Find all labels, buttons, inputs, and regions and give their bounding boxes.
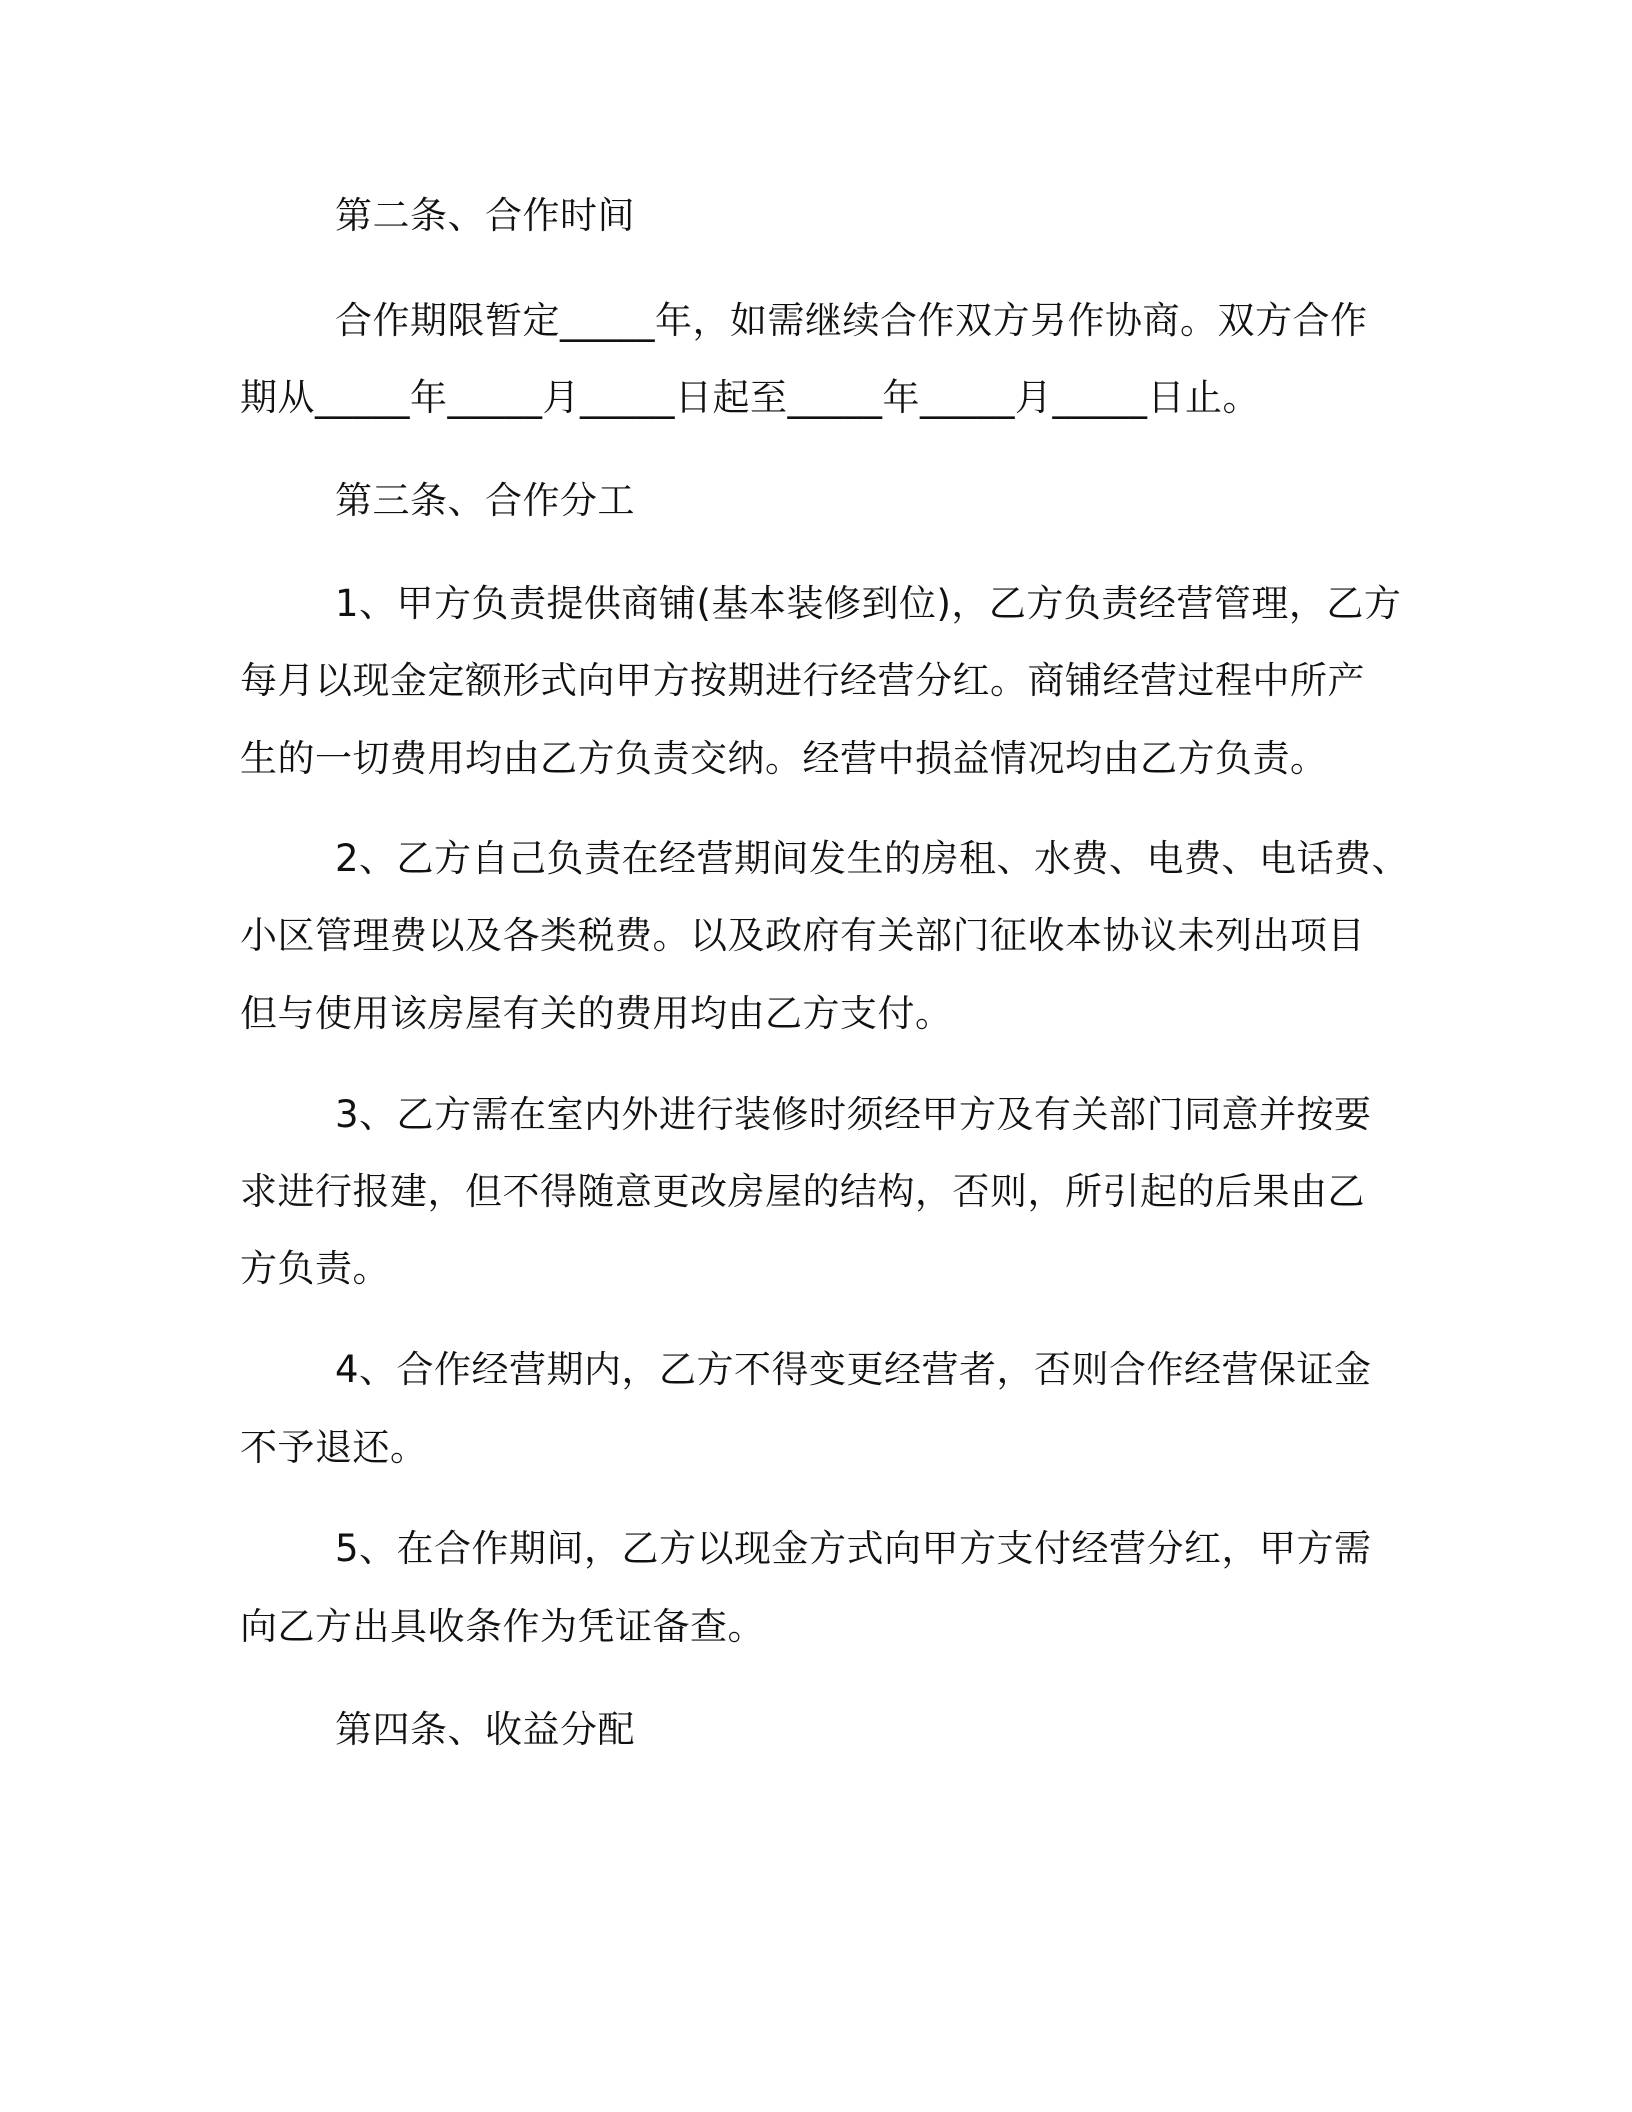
section-2-paragraph-line-2: 期从_____年_____月_____日起至_____年_____月_____日止。 — [240, 376, 1260, 419]
item-5-line-2: 向乙方出具收条作为凭证备查。 — [240, 1605, 765, 1648]
section-2-heading: 第二条、合作时间 — [335, 194, 635, 237]
section-2-paragraph-line-1: 合作期限暂定_____年，如需继续合作双方另作协商。双方合作 — [335, 299, 1368, 342]
item-4-line-1: 4、合作经营期内，乙方不得变更经营者，否则合作经营保证金 — [335, 1348, 1372, 1391]
item-2-line-3: 但与使用该房屋有关的费用均由乙方支付。 — [240, 992, 953, 1035]
item-4-line-2: 不予退还。 — [240, 1426, 428, 1469]
section-4-heading: 第四条、收益分配 — [335, 1708, 635, 1751]
item-1-line-3: 生的一切费用均由乙方负责交纳。经营中损益情况均由乙方负责。 — [240, 737, 1328, 780]
item-3-line-2: 求进行报建，但不得随意更改房屋的结构，否则，所引起的后果由乙 — [240, 1170, 1365, 1213]
item-1-line-1: 1、甲方负责提供商铺(基本装修到位)，乙方负责经营管理，乙方 — [335, 582, 1402, 625]
item-5-line-1: 5、在合作期间，乙方以现金方式向甲方支付经营分红，甲方需 — [335, 1527, 1372, 1570]
item-1-line-2: 每月以现金定额形式向甲方按期进行经营分红。商铺经营过程中所产 — [240, 659, 1365, 702]
item-2-line-1: 2、乙方自己负责在经营期间发生的房租、水费、电费、电话费、 — [335, 837, 1410, 880]
item-2-line-2: 小区管理费以及各类税费。以及政府有关部门征收本协议未列出项目 — [240, 914, 1365, 957]
section-3-heading: 第三条、合作分工 — [335, 479, 635, 522]
item-3-line-3: 方负责。 — [240, 1247, 390, 1290]
item-3-line-1: 3、乙方需在室内外进行装修时须经甲方及有关部门同意并按要 — [335, 1093, 1372, 1136]
